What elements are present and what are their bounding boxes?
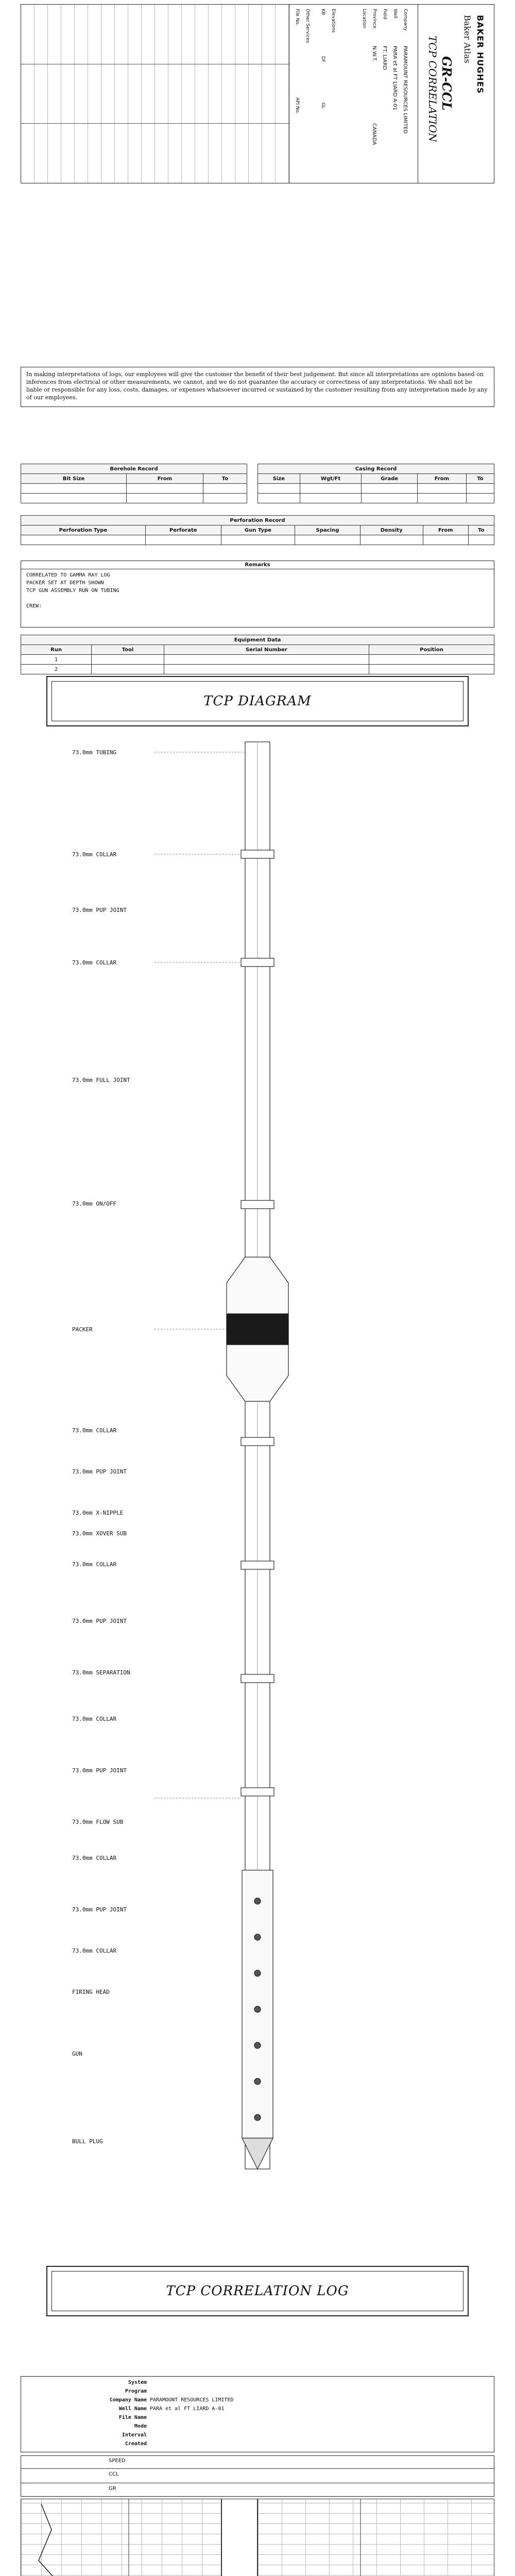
table-cell [145,535,221,545]
casing-record-title: Casing Record [258,464,494,474]
table-cell [300,494,362,503]
info-value [150,2424,494,2431]
remarks-title: Remarks [21,561,494,569]
borehole-record [21,464,247,503]
table-cell [92,655,164,665]
tool-label: 73.0mm COLLAR [72,851,117,858]
heading-well-block [289,5,418,183]
other-services-label: Other Services [305,9,310,43]
province-label: Province [372,9,377,29]
field-label: Field [382,9,387,20]
track-label-ccl: CCL [109,2471,119,2477]
province-value: N.W.T. [371,46,377,62]
equipment-header: Serial Number [164,645,369,655]
heading-logo-band [418,5,494,183]
log-title-main: GR-CCL [439,56,454,111]
perforation-record [21,515,494,545]
table-cell [21,484,127,494]
table-cell [369,665,494,674]
equipment-run: 1 [21,655,92,665]
tool-label: GUN [72,2050,82,2057]
heading-data-grid [21,5,289,183]
tool-label: 73.0mm TUBING [72,749,117,756]
remarks-box [21,561,494,628]
tool-label: 73.0mm SEPARATION [72,1669,130,1676]
table-cell [92,665,164,674]
df-label: DF [320,56,325,63]
country-value: CANADA [371,123,377,145]
table-cell [300,484,362,494]
info-label: System [128,2380,147,2385]
tool-label: 73.0mm XOVER SUB [72,1530,127,1537]
elevations-label: Elevations [331,9,336,33]
info-value: PARA et al FT LIARD A-01 [150,2406,225,2412]
info-label: Mode [134,2424,147,2429]
tcp-log-title: TCP CORRELATION LOG [52,2271,464,2311]
table-cell [164,665,369,674]
info-value [150,2388,494,2396]
casing-header: Wgt/Ft [300,474,362,484]
table-cell [362,484,418,494]
log-title-sub: TCP CORRELATION [426,36,439,142]
perforation-header: Perforate [145,526,221,535]
log-track-header [21,2455,494,2497]
location-label: Location [362,9,367,29]
tool-label: 73.0mm COLLAR [72,959,117,966]
table-cell [466,484,494,494]
remarks-line [26,595,489,602]
info-value: PARAMOUNT RESOURCES LIMITED [150,2397,234,2403]
perforation-header: Gun Type [221,526,295,535]
info-value [150,2415,494,2422]
tool-label: PACKER [72,1326,93,1333]
table-cell [362,494,418,503]
remarks-line: CORRELATED TO GAMMA RAY LOG [26,572,110,578]
info-label: Created [125,2441,147,2447]
table-cell [258,494,300,503]
table-cell [417,484,466,494]
tool-label: 73.0mm COLLAR [72,1947,117,1954]
tool-label: 73.0mm PUP JOINT [72,1468,127,1475]
disclaimer-box [21,367,494,407]
perforation-header: Perforation Type [21,526,146,535]
track-label-speed: SPEED [109,2458,126,2464]
tool-string-drawing [0,737,515,2179]
table-cell [360,535,423,545]
info-label: File Name [118,2415,147,2420]
equipment-header: Position [369,645,494,655]
tcp-diagram-banner [46,676,469,726]
casing-header: Size [258,474,300,484]
perforation-record-title: Perforation Record [21,516,494,526]
remarks-line: CREW: [26,603,42,609]
log-heading [21,4,494,183]
casing-record [258,464,494,503]
well-value: PARA et al FT LIARD A-01 [392,46,398,111]
info-label: Interval [122,2432,147,2438]
tool-label: 73.0mm FULL JOINT [72,1077,130,1083]
info-value [150,2432,494,2439]
remarks-line: PACKER SET AT DEPTH SHOWN [26,580,104,586]
remarks-line: TCP GUN ASSEMBLY RUN ON TUBING [26,588,119,594]
kb-label: KB [320,9,325,15]
log-curves [21,2499,494,2576]
table-cell [369,655,494,665]
table-cell [295,535,360,545]
tool-label: 73.0mm PUP JOINT [72,907,127,913]
track-label-gr: GR [109,2486,116,2492]
tcp-log-banner [46,2266,469,2316]
info-value [150,2441,494,2448]
perforation-header: Spacing [295,526,360,535]
well-label: Well [392,9,398,19]
tool-label: 73.0mm ON/OFF [72,1200,117,1207]
equipment-run: 2 [21,665,92,674]
casing-header: From [417,474,466,484]
tcp-diagram-title: TCP DIAGRAM [52,681,464,721]
perforation-header: To [468,526,494,535]
table-cell [468,535,494,545]
borehole-header: From [127,474,203,484]
disclaimer-text: In making interpretations of logs, our employees will give the customer the benefit of their best judgement. But since all interpretations are opinions based on inferences from electrical or other measurements, we cannot, and we do not guarantee the accuracy or correctness of any interpretations. We shall not be liable or responsible for any loss, costs, damages, or expenses whatsoever incurred or sustained by the customer resulting from any interpretation made by any of our employees. [26,371,488,401]
baker-atlas-name: Baker Atlas [462,15,472,63]
perforation-header: Density [360,526,423,535]
info-label: Program [125,2388,147,2394]
equipment-title: Equipment Data [21,635,494,645]
tool-label: FIRING HEAD [72,1989,110,1995]
tool-label: 73.0mm PUP JOINT [72,1767,127,1774]
borehole-header: Bit Size [21,474,127,484]
tool-label: 73.0mm PUP JOINT [72,1906,127,1913]
table-cell [423,535,468,545]
tool-label: 73.0mm FLOW SUB [72,1819,124,1825]
tcp-diagram [0,737,515,2179]
info-label: Well Name [118,2406,147,2412]
tool-label: 73.0mm COLLAR [72,1716,117,1722]
tool-label: 73.0mm X-NIPPLE [72,1510,124,1516]
field-value: FT. LIARD [382,46,387,70]
info-label: Company Name [109,2397,147,2403]
casing-header: To [466,474,494,484]
table-cell [466,494,494,503]
gl-label: GL [320,103,325,109]
tool-label: BULL PLUG [72,2138,103,2145]
equipment-header: Tool [92,645,164,655]
table-cell [417,494,466,503]
baker-hughes-logo: BAKER HUGHES [475,15,485,94]
borehole-record-title: Borehole Record [21,464,247,474]
tool-label: 73.0mm PUP JOINT [72,1618,127,1624]
equipment-header: Run [21,645,92,655]
table-cell [203,484,247,494]
company-label: Company [403,9,408,31]
table-cell [127,484,203,494]
table-cell [164,655,369,665]
tool-label: 73.0mm COLLAR [72,1427,117,1434]
log-tracks [21,2499,494,2576]
company-value: PARAMOUNT RESOURCES LIMITED [402,46,408,134]
borehole-header: To [203,474,247,484]
tool-label: 73.0mm COLLAR [72,1561,117,1568]
table-cell [21,535,146,545]
table-cell [127,494,203,503]
table-cell [21,494,127,503]
tcp-log-info [21,2376,494,2452]
tool-label: 73.0mm COLLAR [72,1855,117,1861]
info-value [150,2380,494,2387]
casing-header: Grade [362,474,418,484]
api-no-label: API No. [295,97,300,114]
file-no-label: File No. [295,9,300,26]
equipment-data [21,635,494,674]
table-cell [258,484,300,494]
table-cell [221,535,295,545]
perforation-header: From [423,526,468,535]
table-cell [203,494,247,503]
